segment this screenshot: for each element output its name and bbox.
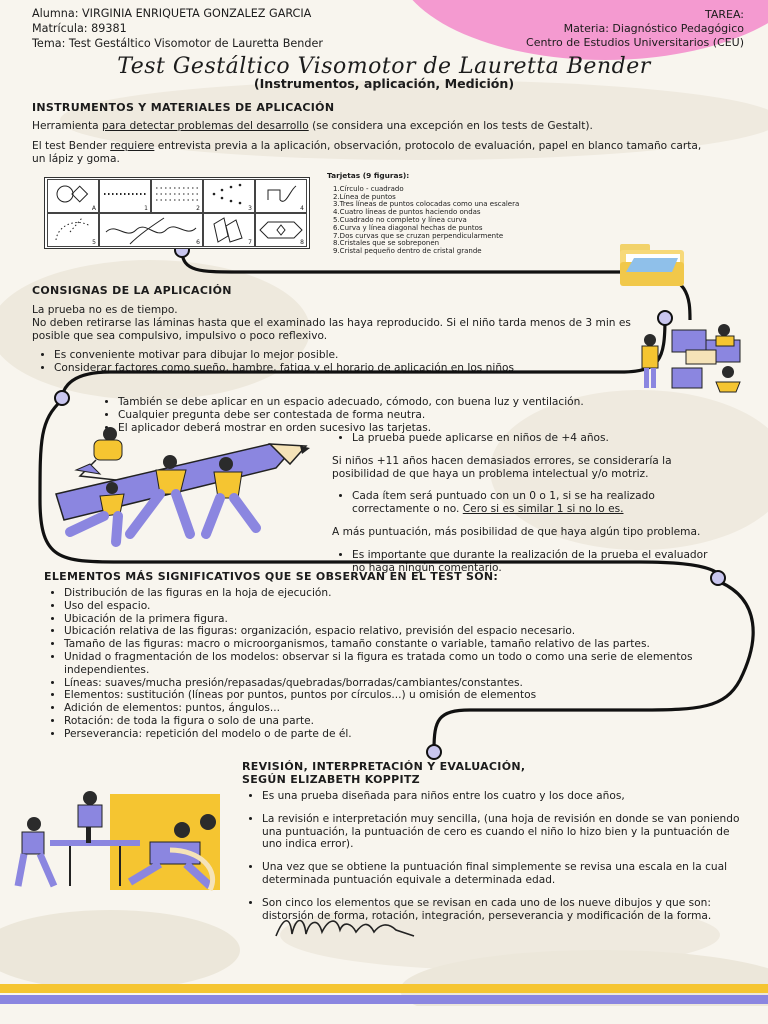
list-item: • Ubicación de la primera figura.: [64, 613, 726, 626]
list-item: • La revisión e interpretación muy sencilla, (una hoja de revisión en donde se van poniendo una puntuación, la puntuación de cero es cuando el niño lo hizo bien y la puntuación de uno indica error).: [262, 813, 744, 851]
right-paragraph-1: Si niños +11 años hacen demasiados errores, se consideraría la posibilidad de que haya un problema intelectual y/o motriz.: [332, 454, 672, 480]
tarjetas-list: [327, 172, 519, 256]
folder-illustration: [616, 238, 688, 290]
tarjeta-item: 4.Cuatro líneas de puntos haciendo ondas: [333, 208, 481, 217]
list-item: • Rotación: de toda la figura o solo de una parte.: [64, 715, 726, 728]
list-item: • Distribución de las figuras en la hoja de ejecución.: [64, 587, 726, 600]
page-title: Test Gestáltico Visomotor de Lauretta Bender: [117, 54, 651, 79]
card-number: 3: [248, 205, 252, 212]
card-8: [255, 213, 307, 247]
p1-underlined: para detectar problemas del desarrollo: [102, 120, 309, 132]
list-item: • Son cinco los elementos que se revisan en cada uno de los nueve dibujos y que son: distorsión de forma, rotación, integración, perseverancia y modificación de la forma.: [262, 897, 744, 923]
consignas-text: [32, 304, 652, 375]
tarjeta-item: 2.Línea de puntos: [333, 192, 396, 201]
matricula-line: Matrícula: 89381: [32, 22, 127, 35]
card-number: 2: [196, 205, 200, 212]
right-paragraph-2: A más puntuación, más posibilidad de que haya algún tipo problema.: [332, 525, 701, 538]
revision-list: [244, 790, 744, 922]
list-item: • Una vez que se obtiene la puntuación final simplemente se revisa una escala en la cual determinada puntuación equivale a determinada edad.: [262, 861, 744, 887]
revision-heading-line2: SEGÚN ELIZABETH KOPPITZ: [242, 773, 420, 786]
card-1: [99, 179, 151, 213]
tarjeta-item: 3.Tres líneas de puntos colocadas como una escalera: [333, 200, 520, 209]
card-number: A: [91, 205, 96, 212]
bender-cards-image: [44, 177, 310, 249]
card-6: [99, 213, 203, 247]
tarjeta-item: 6.Curva y línea diagonal hechas de puntos: [333, 223, 483, 232]
card-number: 7: [248, 239, 252, 246]
pencil-team-illustration: [20, 424, 310, 554]
list-item: • Cualquier pregunta debe ser contestada de forma neutra.: [118, 409, 700, 422]
list-item: • Elementos: sustitución (líneas por puntos, puntos por círculos...) u omisión de elementos: [64, 689, 726, 702]
list-item: • Perseverancia: repetición del modelo o de parte de él.: [64, 728, 726, 741]
tarjeta-item: 8.Cristales que se sobreponen: [333, 239, 440, 248]
list-item: • También se debe aplicar en un espacio adecuado, cómodo, con buena luz y ventilación.: [118, 396, 700, 409]
card-number: 1: [144, 205, 148, 212]
alumna-line: Alumna: VIRGINIA ENRIQUETA GONZALEZ GARCIA: [32, 7, 312, 20]
revision-heading: [242, 760, 525, 786]
list-item: • Uso del espacio.: [64, 600, 726, 613]
right-bullet-1: [332, 432, 720, 445]
card-a: [47, 179, 99, 213]
list-item: • Líneas: suaves/mucha presión/repasadas/quebradas/borradas/cambiantes/constantes.: [64, 677, 726, 690]
right-b2-underlined: Cero si es similar 1 si no lo es.: [462, 503, 624, 516]
consignas-p1: La prueba no es de tiempo.: [32, 304, 178, 316]
consignas-right-column: [332, 432, 720, 574]
card-4: [255, 179, 307, 213]
card-number: 5: [92, 239, 96, 246]
instrumentos-p1: [32, 120, 732, 133]
tarjetas-title: Tarjetas (9 figuras):: [327, 171, 410, 180]
tarjeta-item: 9.Cristal pequeño dentro de cristal grande: [333, 247, 482, 256]
tarjeta-item: 5.Cuadrado no completo y línea curva: [333, 215, 467, 224]
list-item: • Considerar factores como sueño, hambre, fatiga y el horario de aplicación en los niños: [54, 362, 652, 375]
tarjeta-item: 1.Círculo - cuadrado: [333, 184, 404, 193]
instrumentos-p2: [32, 140, 712, 166]
list-item: • La prueba puede aplicarse en niños de +4 años.: [352, 432, 720, 445]
list-item: [352, 490, 720, 516]
elementos-list: [46, 587, 726, 741]
instrumentos-heading: INSTRUMENTOS Y MATERIALES DE APLICACIÓN: [32, 101, 335, 114]
tema-line: Tema: Test Gestáltico Visomotor de Lauretta Bender: [32, 37, 323, 50]
tarjeta-item: 7.Dos curvas que se cruzan perpendicularmente: [333, 231, 504, 240]
list-item: • Unidad o fragmentación de los modelos: observar si la figura es tratada como un todo o como una serie de elementos independientes.: [64, 651, 726, 677]
card-5: [47, 213, 99, 247]
revision-heading-line1: REVISIÓN, INTERPRETACIÓN Y EVALUACIÓN,: [242, 760, 526, 773]
right-b2-text: Cada ítem será puntuado con un 0 o 1, si se ha realizado correctamente o no.: [352, 490, 655, 516]
bottom-stripe-yellow: [0, 984, 768, 993]
right-bullet-2: [332, 490, 720, 516]
centro-line: Centro de Estudios Universitarios (CEU): [526, 36, 744, 49]
card-2: [151, 179, 203, 213]
list-item: • Es una prueba diseñada para niños entre los cuatro y los doce años,: [262, 790, 744, 803]
tarea-label: TAREA:: [704, 8, 744, 21]
p1-text-b: (se considera una excepción en los tests de Gestalt).: [308, 120, 593, 132]
card-number: 6: [196, 239, 200, 246]
list-item: • Es conveniente motivar para dibujar lo mejor posible.: [54, 349, 652, 362]
p2-text-a: El test Bender: [32, 140, 111, 152]
consignas-heading: CONSIGNAS DE LA APLICACIÓN: [32, 284, 232, 297]
bottom-stripe-lavender: [0, 995, 768, 1004]
list-item: • Tamaño de las figuras: macro o microorganismos, tamaño constante o variable, tamaño relativo de las partes.: [64, 638, 726, 651]
consignas-bullets: [32, 349, 652, 375]
signature-scribble: [270, 910, 420, 946]
p1-text-a: Herramienta: [32, 120, 103, 132]
bottom-margin: [0, 1006, 768, 1024]
list-item: • Es importante que durante la realización de la prueba el evaluador no haga ningún comentario.: [352, 549, 720, 575]
card-7: [203, 213, 255, 247]
p2-text-b: entrevista previa a la aplicación, observación, protocolo de evaluación, papel en blanco tamaño carta, un lápiz y goma.: [32, 140, 702, 165]
elementos-heading: ELEMENTOS MÁS SIGNIFICATIVOS QUE SE OBSERVAN EN EL TEST SON:: [44, 570, 499, 583]
list-item: • Ubicación relativa de las figuras: organización, espacio relativo, previsión del espacio necesario.: [64, 625, 726, 638]
card-3: [203, 179, 255, 213]
office-people-illustration: [636, 322, 746, 394]
card-number: 4: [300, 205, 304, 212]
meeting-illustration: [10, 790, 230, 894]
list-item: • El aplicador deberá mostrar en orden sucesivo las tarjetas.: [118, 422, 700, 435]
consignas-p2: No deben retirarse las láminas hasta que el examinado las haya reproducido. Si el niño tarda menos de 3 min es posible que sea compulsivo, impulsivo o poco reflexivo.: [32, 316, 631, 342]
card-number: 8: [300, 239, 304, 246]
materia-line: Materia: Diagnóstico Pedagógico: [563, 22, 744, 35]
list-item: • Adición de elementos: puntos, ángulos...: [64, 702, 726, 715]
page-subtitle: (Instrumentos, aplicación, Medición): [253, 76, 515, 91]
p2-underlined: requiere: [110, 140, 155, 152]
